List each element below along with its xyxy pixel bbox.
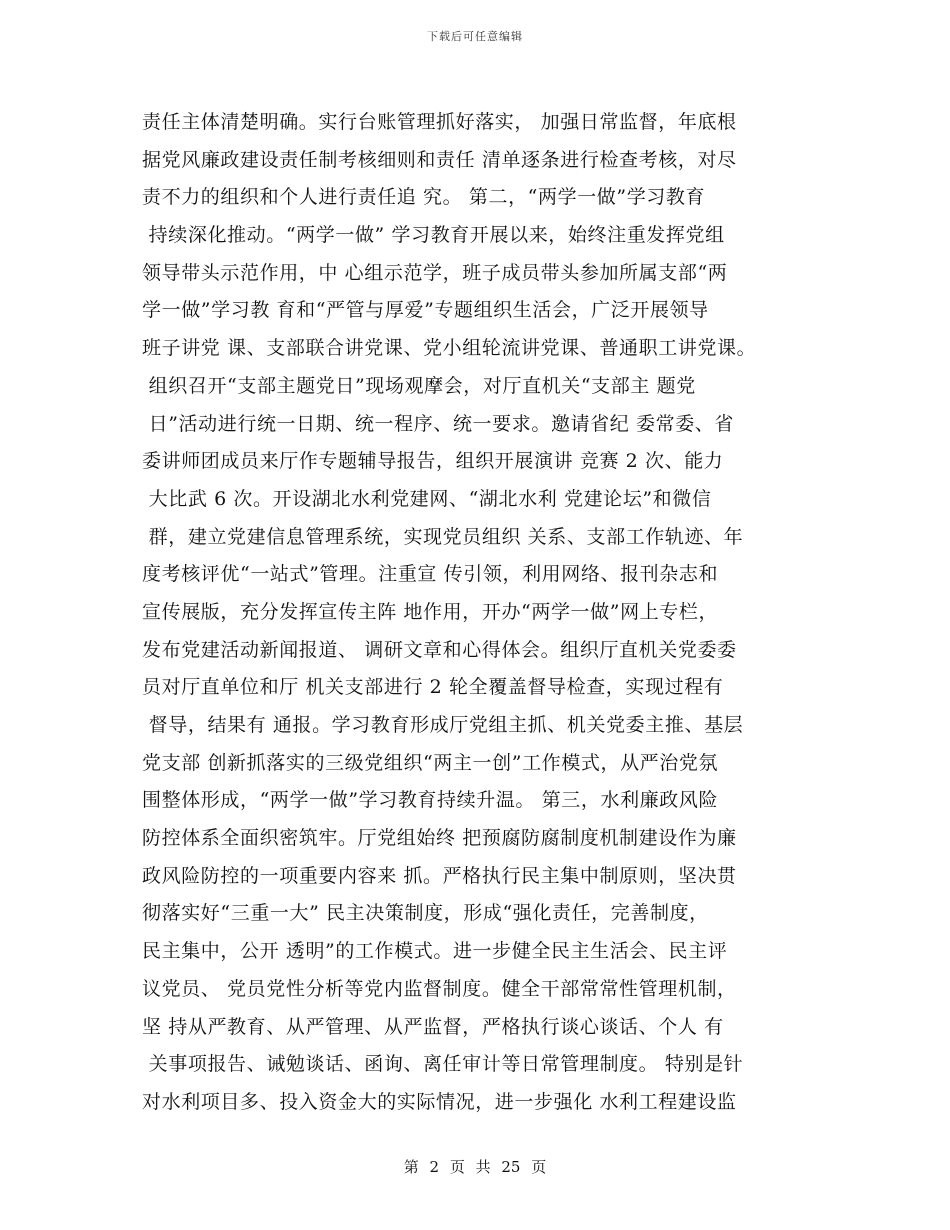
text-line: 防控体系全面织密筑牢。厅党组始终 把预腐防腐制度机制建设作为廉 [142, 827, 737, 850]
body-text [142, 104, 822, 1122]
text-line: 委讲师团成员来厅作专题辅导报告，组织开展演讲 竞赛 2 次、能力 [142, 450, 724, 473]
text-line: 学一做”学习教 育和“严管与厚爱”专题组织生活会，广泛开展领导 [142, 299, 709, 322]
text-line: 持续深化推动。“两学一做” 学习教育开展以来，始终注重发挥党组 [142, 224, 725, 247]
text-line: 责不力的组织和个人进行责任追 究。 第二，“两学一做”学习教育 [142, 186, 706, 209]
text-line: 宣传展版，充分发挥宣传主阵 地作用，开办“两学一做”网上专栏， [142, 600, 719, 623]
text-line: 责任主体清楚明确。实行台账管理抓好落实， 加强日常监督，年底根 [142, 111, 737, 133]
text-line: 议党员、 党员党性分析等党内监督制度。健全干部常常性管理机制， [142, 977, 737, 1000]
text-line: 发布党建活动新闻报道、 调研文章和心得体会。组织厅直机关党委委 [142, 638, 737, 661]
text-line: 坚 持从严教育、从严管理、从严监督，严格执行谈心谈话、个人 有 [142, 1015, 724, 1038]
text-line: 督导，结果有 通报。学习教育形成厅党组主抓、机关党委主推、基层 [142, 714, 744, 736]
text-line: 对水利项目多、投入资金大的实际情况，进一步强化 水利工程建设监 [142, 1090, 737, 1113]
text-line: 大比武 6 次。开设湖北水利党建网、“湖北水利 党建论坛”和微信 [142, 487, 712, 510]
text-line: 据党风廉政建设责任制考核细则和责任 清单逐条进行检查考核，对尽 [142, 148, 737, 171]
text-line: 度考核评优“一站式”管理。注重宣 传引领，利用网络、报刊杂志和 [142, 563, 719, 586]
text-line: 民主集中，公开 透明”的工作模式。进一步健全民主生活会、民主评 [142, 940, 728, 963]
text-line: 日”活动进行统一日期、统一程序、统一要求。邀请省纪 委常委、省 [142, 412, 734, 435]
text-line: 领导带头示范作用，中 心组示范学，班子成员带头参加所属支部“两 [142, 261, 728, 284]
header-note: 下载后可任意编辑 [427, 30, 523, 43]
text-line: 员对厅直单位和厅 机关支部进行 2 轮全覆盖督导检查，实现过程有 [142, 676, 724, 699]
text-line: 政风险防控的一项重要内容来 抓。严格执行民主集中制原则，坚决贯 [142, 864, 737, 887]
page-number: 第 2 页 共 25 页 [403, 1158, 547, 1176]
text-line: 彻落实好“三重一大” 民主决策制度，形成“强化责任，完善制度， [142, 902, 709, 925]
text-line: 群，建立党建信息管理系统，实现党员组织 关系、支部工作轨迹、年 [142, 525, 744, 548]
text-line: 党支部 创新抓落实的三级党组织“两主一创”工作模式，从严治党氛 [142, 751, 719, 774]
text-line: 组织召开“支部主题党日”现场观摩会，对厅直机关“支部主 题党 [142, 374, 696, 397]
text-line: 围整体形成，“两学一做”学习教育持续升温。 第三，水利廉政风险 [142, 789, 719, 812]
text-line: 班子讲党 课、支部联合讲党课、党小组轮流讲党课、普通职工讲党课。 [142, 337, 757, 360]
text-line: 关事项报告、诫勉谈话、函询、离任审计等日常管理制度。 特别是针 [142, 1053, 744, 1076]
